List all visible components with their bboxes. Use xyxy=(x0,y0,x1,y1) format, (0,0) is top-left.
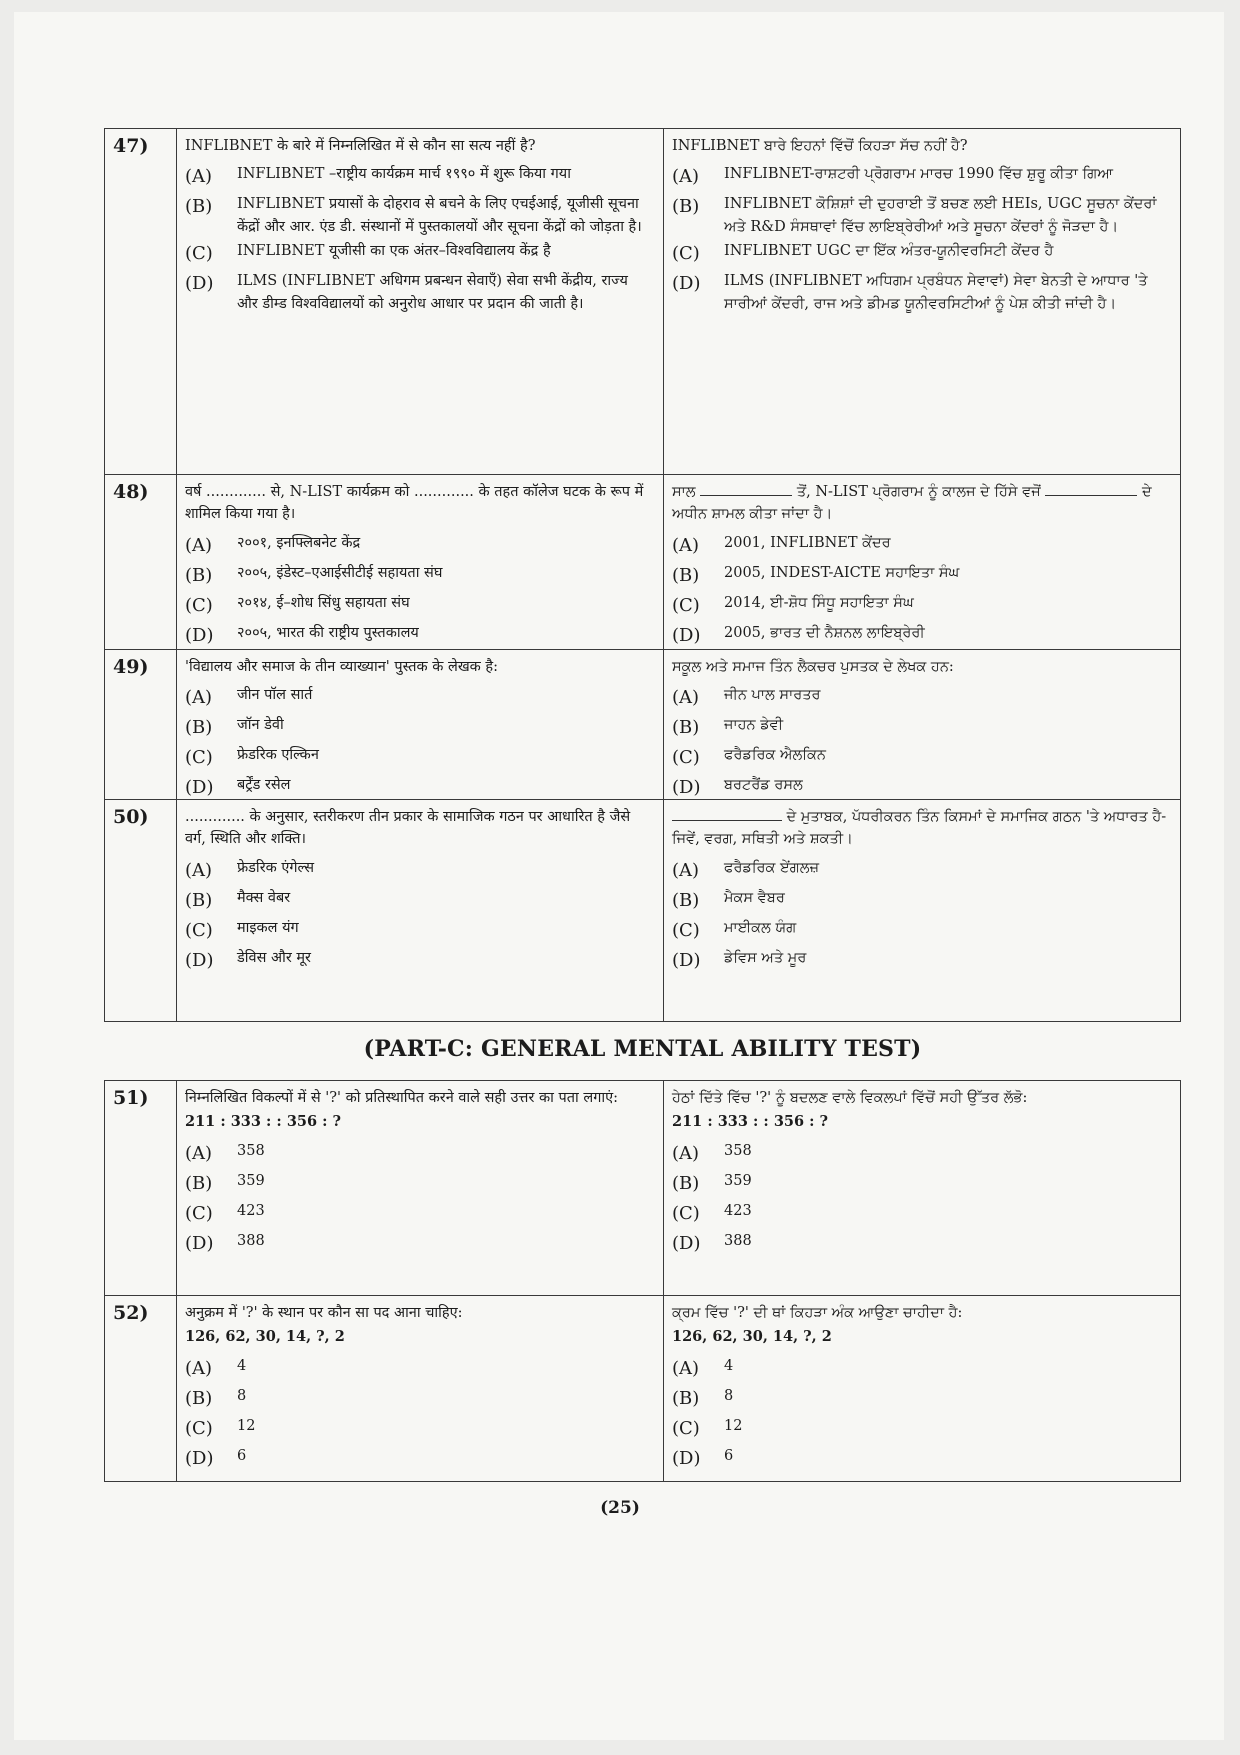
option-text: 2005, INDEST-AICTE ਸਹਾਇਤਾ ਸੰਘ xyxy=(724,564,960,581)
option-text: २००१, इनफ्लिबनेट केंद्र xyxy=(237,534,361,551)
option-text: ਮੈਕਸ ਵੈਬਰ xyxy=(724,889,785,906)
option-label: (C) xyxy=(185,1202,213,1224)
option-d xyxy=(672,622,1170,650)
option-label: (D) xyxy=(185,777,214,799)
question-number: 49) xyxy=(105,650,177,799)
question-stem-hindi: निम्नलिखित विकल्पों में से '?' को प्रतिस्थापित करने वाले सही उत्तर का पता लगाएं: xyxy=(185,1090,619,1106)
punjabi-column xyxy=(664,1296,1180,1481)
option-c xyxy=(185,1200,653,1228)
option-c xyxy=(672,1415,1170,1443)
option-label: (D) xyxy=(672,777,701,799)
option-label: (C) xyxy=(672,1417,700,1439)
option-label: (C) xyxy=(185,594,213,616)
option-label: (A) xyxy=(185,1357,213,1379)
option-b xyxy=(672,887,1170,915)
option-label: (D) xyxy=(672,949,701,971)
option-label: (A) xyxy=(185,687,213,709)
option-label: (B) xyxy=(185,889,213,911)
fill-blank xyxy=(1045,483,1137,496)
question-table-2 xyxy=(104,1080,1181,1482)
option-c xyxy=(185,592,653,620)
option-label: (B) xyxy=(185,564,213,586)
option-text: माइकल यंग xyxy=(237,919,299,936)
question-stem-hindi: अनुक्रम में '?' के स्थान पर कौन सा पद आना चाहिए: xyxy=(185,1305,463,1321)
question-stem-hindi: 'विद्यालय और समाज के तीन व्याख्यान' पुस्तक के लेखक है: xyxy=(185,659,499,675)
option-label: (A) xyxy=(185,534,213,556)
option-d xyxy=(185,774,653,802)
hindi-column xyxy=(177,800,664,1021)
option-text: 358 xyxy=(724,1142,752,1159)
option-a xyxy=(672,857,1170,885)
option-b xyxy=(185,1170,653,1198)
option-c xyxy=(672,744,1170,772)
option-text: ਫਰੈਡਰਿਕ ਐਲਕਿਨ xyxy=(724,747,826,764)
option-label: (A) xyxy=(672,1357,700,1379)
option-text: जीन पॉल सार्त xyxy=(237,687,313,704)
option-text: 2014, ਈ-ਸ਼ੋਧ ਸਿੰਧੂ ਸਹਾਇਤਾ ਸੰਘ xyxy=(724,594,914,611)
question-48 xyxy=(105,474,1180,649)
question-stem-hindi: ............. के अनुसार, स्तरीकरण तीन प्रकार के सामाजिक गठन पर आधारित है जैसे वर्ग, स्थिति और शक्ति। xyxy=(185,809,631,848)
option-b xyxy=(185,1385,653,1413)
number-series: 211 : 333 : : 356 : ? xyxy=(185,1113,342,1131)
option-a xyxy=(672,163,1170,191)
option-text: ਡੇਵਿਸ ਅਤੇ ਮੂਰ xyxy=(724,949,807,966)
punjabi-column xyxy=(664,800,1180,1021)
option-text: ਫਰੈਡਰਿਕ ਏਂਗਲਜ਼ xyxy=(724,859,820,876)
question-47 xyxy=(105,129,1180,474)
option-text: INFLIBNET –राष्ट्रीय कार्यक्रम मार्च १९९० में शुरू किया गया xyxy=(237,166,571,183)
option-b xyxy=(672,1385,1170,1413)
option-text: जॉन डेवी xyxy=(237,717,284,734)
option-text: 359 xyxy=(724,1172,752,1189)
option-label: (C) xyxy=(672,594,700,616)
question-number: 51) xyxy=(105,1081,177,1295)
option-label: (D) xyxy=(185,1447,214,1469)
question-number: 48) xyxy=(105,475,177,649)
option-b xyxy=(672,562,1170,590)
option-c xyxy=(185,744,653,772)
option-text: ਮਾਈਕਲ ਯੰਗ xyxy=(724,919,797,936)
option-label: (A) xyxy=(185,166,213,188)
option-text: 12 xyxy=(724,1417,743,1434)
option-label: (C) xyxy=(185,243,213,265)
hindi-column xyxy=(177,129,664,474)
option-label: (D) xyxy=(185,624,214,646)
option-label: (B) xyxy=(185,1387,213,1409)
option-text: INFLIBNET प्रयासों के दोहराव से बचने के लिए एचईआई, यूजीसी सूचना केंद्रों और आर. एंड डी. संस्थानों में पुस्तकालयों और सूचना केंद्रों को जोड़ता है। xyxy=(237,196,642,235)
option-label: (C) xyxy=(672,1202,700,1224)
option-label: (A) xyxy=(672,1142,700,1164)
option-d xyxy=(672,947,1170,975)
option-label: (B) xyxy=(672,196,700,218)
option-b xyxy=(185,887,653,915)
option-label: (C) xyxy=(185,1417,213,1439)
option-b xyxy=(672,1170,1170,1198)
stem-part: ਤੋਂ, N-LIST ਪ੍ਰੋਗਰਾਮ ਨੂੰ ਕਾਲਜ ਦੇ ਹਿੱਸੇ ਵਜੋਂ xyxy=(796,484,1041,500)
option-text: फ्रेडरिक एंगेल्स xyxy=(237,859,315,876)
option-d xyxy=(672,774,1170,802)
option-text: 4 xyxy=(237,1357,247,1374)
question-52 xyxy=(105,1295,1180,1481)
option-label: (C) xyxy=(185,747,213,769)
option-text: 8 xyxy=(724,1387,734,1404)
option-text: फ्रेडरिक एल्किन xyxy=(237,747,319,764)
option-text: 4 xyxy=(724,1357,734,1374)
question-table-1 xyxy=(104,128,1181,1022)
page-number: (25) xyxy=(600,1498,640,1518)
option-text: 12 xyxy=(237,1417,256,1434)
option-text: ILMS (INFLIBNET अधिगम प्रबन्धन सेवाएँ) सेवा सभी केंद्रीय, राज्य और डीम्ड विश्वविद्यालयों को अनुरोध आधार पर प्रदान की जाती है। xyxy=(237,273,628,312)
option-text: 8 xyxy=(237,1387,247,1404)
question-stem-hindi: INFLIBNET के बारे में निम्नलिखित में से कौन सा सत्य नहीं है? xyxy=(185,138,536,154)
option-text: 2005, ਭਾਰਤ ਦੀ ਨੈਸ਼ਨਲ ਲਾਇਬ੍ਰੇਰੀ xyxy=(724,624,925,641)
option-b xyxy=(672,714,1170,742)
question-51 xyxy=(105,1081,1180,1295)
option-label: (D) xyxy=(185,1232,214,1254)
option-text: 359 xyxy=(237,1172,265,1189)
option-label: (B) xyxy=(672,717,700,739)
stem-part: ਦੇ ਮੁਤਾਬਕ, ਪੱਧਰੀਕਰਨ ਤਿੰਨ ਕਿਸਮਾਂ ਦੇ ਸਮਾਜਿਕ ਗਠਨ 'ਤੇ ਅਧਾਰਤ ਹੈ- ਜਿਵੇਂ, ਵਰਗ, ਸਥਿਤੀ ਅਤੇ ਸ਼ਕਤੀ। xyxy=(672,809,1167,848)
option-a xyxy=(672,532,1170,560)
option-label: (C) xyxy=(185,919,213,941)
option-text: 423 xyxy=(237,1202,265,1219)
option-d xyxy=(185,622,653,650)
punjabi-column xyxy=(664,129,1180,474)
option-label: (C) xyxy=(672,747,700,769)
option-text: 423 xyxy=(724,1202,752,1219)
fill-blank xyxy=(700,483,792,496)
question-stem-punjabi: INFLIBNET ਬਾਰੇ ਇਹਨਾਂ ਵਿੱਚੋਂ ਕਿਹੜਾ ਸੱਚ ਨਹੀਂ ਹੈ? xyxy=(672,138,968,154)
hindi-column xyxy=(177,1296,664,1481)
option-text: ਜੀਨ ਪਾਲ ਸਾਰਤਰ xyxy=(724,687,821,704)
option-text: 388 xyxy=(724,1232,752,1249)
question-stem-punjabi xyxy=(672,481,1170,526)
option-label: (B) xyxy=(672,1172,700,1194)
option-label: (C) xyxy=(672,919,700,941)
option-text: 6 xyxy=(724,1447,734,1464)
option-a xyxy=(185,532,653,560)
option-label: (D) xyxy=(185,273,214,295)
number-series: 211 : 333 : : 356 : ? xyxy=(672,1113,829,1131)
option-d xyxy=(185,947,653,975)
option-label: (B) xyxy=(672,564,700,586)
option-label: (D) xyxy=(672,1232,701,1254)
question-stem-punjabi: ਹੇਠਾਂ ਦਿੱਤੇ ਵਿੱਚ '?' ਨੂੰ ਬਦਲਣ ਵਾਲੇ ਵਿਕਲਪਾਂ ਵਿੱਚੋਂ ਸਹੀ ਉੱਤਰ ਲੱਭੋ: xyxy=(672,1090,1028,1106)
option-text: २००५, भारत की राष्ट्रीय पुस्तकालय xyxy=(237,624,419,641)
option-a xyxy=(185,1355,653,1383)
punjabi-column xyxy=(664,475,1180,649)
question-stem-hindi: वर्ष ............. से, N-LIST कार्यक्रम को ............. के तहत कॉलेज घटक के रूप में शामिल किया गया है। xyxy=(185,484,644,523)
question-number: 52) xyxy=(105,1296,177,1481)
option-c xyxy=(672,1200,1170,1228)
option-b xyxy=(185,562,653,590)
option-text: मैक्स वेबर xyxy=(237,889,291,906)
question-number: 50) xyxy=(105,800,177,1021)
option-label: (B) xyxy=(672,1387,700,1409)
option-d xyxy=(185,1230,653,1258)
option-d xyxy=(185,1445,653,1473)
option-label: (D) xyxy=(185,949,214,971)
option-a xyxy=(672,1355,1170,1383)
part-heading: (PART-C: GENERAL MENTAL ABILITY TEST) xyxy=(363,1036,922,1062)
option-c xyxy=(672,592,1170,620)
option-c xyxy=(672,917,1170,945)
question-stem-punjabi: ਕ੍ਰਮ ਵਿੱਚ '?' ਦੀ ਥਾਂ ਕਿਹੜਾ ਅੰਕ ਆਉਣਾ ਚਾਹੀਦਾ ਹੈ: xyxy=(672,1305,963,1321)
option-label: (A) xyxy=(672,166,700,188)
option-b xyxy=(185,193,653,238)
option-label: (B) xyxy=(185,196,213,218)
option-d xyxy=(672,1230,1170,1258)
number-series: 126, 62, 30, 14, ?, 2 xyxy=(672,1328,832,1346)
option-label: (A) xyxy=(672,534,700,556)
hindi-column xyxy=(177,650,664,799)
option-text: 2001, INFLIBNET ਕੇਂਦਰ xyxy=(724,534,891,551)
option-text: INFLIBNET यूजीसी का एक अंतर–विश्वविद्यालय केंद्र है xyxy=(237,243,551,260)
option-text: बर्ट्रेंड रसेल xyxy=(237,777,291,794)
option-d xyxy=(672,1445,1170,1473)
option-label: (B) xyxy=(672,889,700,911)
number-series: 126, 62, 30, 14, ?, 2 xyxy=(185,1328,345,1346)
option-label: (D) xyxy=(672,273,701,295)
option-d xyxy=(185,270,653,315)
option-label: (A) xyxy=(672,859,700,881)
option-a xyxy=(185,1140,653,1168)
punjabi-column xyxy=(664,650,1180,799)
option-text: 6 xyxy=(237,1447,247,1464)
question-number: 47) xyxy=(105,129,177,474)
option-text: ਜਾਹਨ ਡੇਵੀ xyxy=(724,717,784,734)
question-stem-punjabi: ਸਕੂਲ ਅਤੇ ਸਮਾਜ ਤਿੰਨ ਲੈਕਚਰ ਪੁਸਤਕ ਦੇ ਲੇਖਕ ਹਨ: xyxy=(672,659,954,675)
option-text: ਬਰਟਰੈਂਡ ਰਸਲ xyxy=(724,777,803,794)
option-text: INFLIBNET-ਰਾਸ਼ਟਰੀ ਪ੍ਰੋਗਰਾਮ ਮਾਰਚ 1990 ਵਿੱਚ ਸ਼ੁਰੂ ਕੀਤਾ ਗਿਆ xyxy=(724,166,1114,183)
hindi-column xyxy=(177,1081,664,1295)
question-stem-punjabi xyxy=(672,806,1170,851)
punjabi-column xyxy=(664,1081,1180,1295)
option-label: (A) xyxy=(185,1142,213,1164)
option-c xyxy=(185,240,653,268)
option-label: (A) xyxy=(672,687,700,709)
option-d xyxy=(672,270,1170,315)
option-text: ILMS (INFLIBNET ਅਧਿਗਮ ਪ੍ਰਬੰਧਨ ਸੇਵਾਵਾਂ) ਸੇਵਾ ਬੇਨਤੀ ਦੇ ਆਧਾਰ 'ਤੇ ਸਾਰੀਆਂ ਕੇਂਦਰੀ, ਰਾਜ ਅਤੇ ਡੀਮਡ ਯੂਨੀਵਰਸਿਟੀਆਂ ਨੂੰ ਪੇਸ਼ ਕੀਤੀ ਜਾਂਦੀ ਹੈ। xyxy=(724,273,1148,312)
option-a xyxy=(672,1140,1170,1168)
stem-part: ਸਾਲ xyxy=(672,484,696,500)
hindi-column xyxy=(177,475,664,649)
option-c xyxy=(185,1415,653,1443)
option-label: (D) xyxy=(672,624,701,646)
option-a xyxy=(185,857,653,885)
option-text: २०१४, ई–शोध सिंधु सहायता संघ xyxy=(237,594,410,611)
stem-part: ਦੇ ਅਧੀਨ ਸ਼ਾਮਲ ਕੀਤਾ ਜਾਂਦਾ ਹੈ। xyxy=(672,484,1152,523)
option-a xyxy=(185,684,653,712)
option-c xyxy=(185,917,653,945)
option-text: INFLIBNET UGC ਦਾ ਇੱਕ ਅੰਤਰ-ਯੂਨੀਵਰਸਿਟੀ ਕੇਂਦਰ ਹੈ xyxy=(724,243,1054,260)
option-text: 358 xyxy=(237,1142,265,1159)
option-label: (B) xyxy=(185,717,213,739)
option-text: डेविस और मूर xyxy=(237,949,311,966)
question-49 xyxy=(105,649,1180,799)
option-text: २००५, इंडेस्ट–एआईसीटीई सहायता संघ xyxy=(237,564,443,581)
option-label: (B) xyxy=(185,1172,213,1194)
option-b xyxy=(672,193,1170,238)
option-a xyxy=(185,163,653,191)
option-a xyxy=(672,684,1170,712)
fill-blank xyxy=(672,808,782,821)
option-b xyxy=(185,714,653,742)
option-label: (A) xyxy=(185,859,213,881)
option-label: (C) xyxy=(672,243,700,265)
option-text: 388 xyxy=(237,1232,265,1249)
option-label: (D) xyxy=(672,1447,701,1469)
option-text: INFLIBNET ਕੋਸ਼ਿਸ਼ਾਂ ਦੀ ਦੁਹਰਾਈ ਤੋਂ ਬਚਣ ਲਈ HEIs, UGC ਸੂਚਨਾ ਕੇਂਦਰਾਂ ਅਤੇ R&D ਸੰਸਥਾਵਾਂ ਵਿੱਚ ਲਾਇਬ੍ਰੇਰੀਆਂ ਅਤੇ ਸੂਚਨਾ ਕੇਂਦਰਾਂ ਨੂੰ ਜੋੜਦਾ ਹੈ। xyxy=(724,196,1157,235)
question-50 xyxy=(105,799,1180,1021)
option-c xyxy=(672,240,1170,268)
